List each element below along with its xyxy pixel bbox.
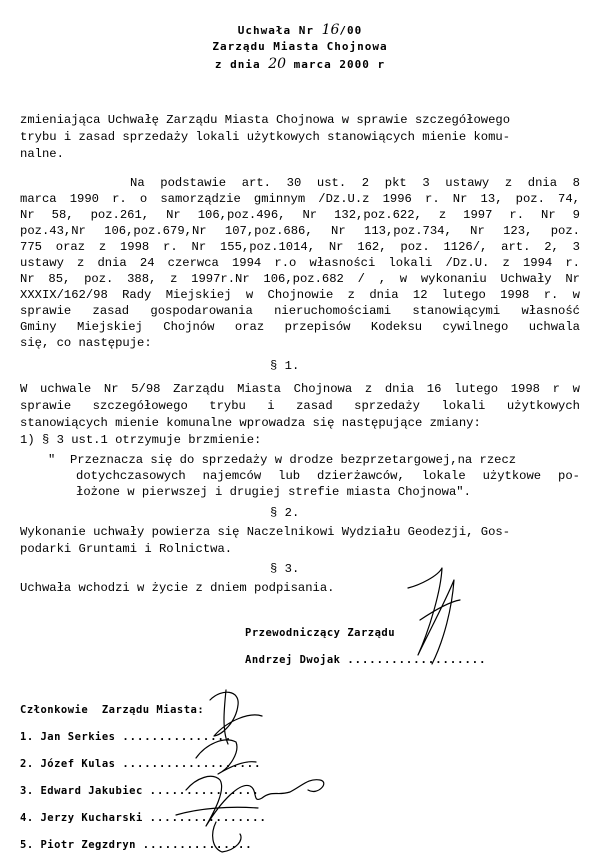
resolution-number: 16 (321, 22, 340, 38)
resolution-title: Uchwała Nr 16/00 (237, 22, 363, 38)
basis-line: Na podstawie art. 30 ust. 2 pkt 3 ustawy z dnia 8 (130, 176, 580, 190)
resolution-date: z dnia 20 marca 2000 r (214, 56, 386, 72)
basis-line: się, co następuje: (20, 336, 152, 350)
basis-line: sprawie zasad gospodarowania nieruchomościami stanowiącymi własność (20, 304, 580, 318)
member-label: 4. Jerzy Kucharski (20, 812, 143, 824)
member-label: 3. Edward Jakubiec (20, 785, 143, 797)
basis-line: Gminy Miejskiej Chojnów oraz przepisów Kodeksu cywilnego uchwala (20, 320, 580, 334)
signature-dots: ................... (122, 758, 262, 770)
signature-dots: ............... (142, 839, 253, 851)
member-label: 1. Jan Serkies (20, 731, 116, 743)
section-2-mark: § 2. (270, 506, 300, 520)
signature-dots: ................... (347, 654, 487, 666)
signature-dots: ............... (122, 731, 233, 743)
basis-line: marca 1990 r. o samorządzie gminnym /Dz.U.z 1996 r. Nr 13, poz. 74, (20, 192, 580, 206)
intro-line: trybu i zasad sprzedaży lokali użytkowych stanowiących mienie komu- (20, 130, 511, 144)
member-1-signature-mark (210, 690, 262, 744)
resolution-issuer: Zarządu Miasta Chojnowa (212, 40, 388, 53)
section-1-quote: " Przeznacza się do sprzedaży w drodze bezprzetargowej,na rzecz (48, 453, 517, 467)
section-1-quote: dotychczasowych najemców lub dzierżawców, lokale użytkowe po- (76, 469, 580, 483)
chair-signature-mark (408, 568, 460, 664)
chair-title: Przewodniczący Zarządu (245, 627, 396, 639)
basis-line: Nr 85, poz. 388, z 1997r.Nr 106,poz.682 / , w wykonaniu Uchwały Nr (20, 272, 580, 286)
basis-line: 775 oraz z 1998 r. Nr 155,poz.1014, Nr 162, poz. 1126/, art. 2, 3 (20, 240, 580, 254)
basis-line: poz.43,Nr 106,poz.679,Nr 107,poz.686, Nr 113,poz.734, Nr 123, poz. (20, 224, 580, 238)
basis-line: XXXIX/162/98 Rady Miejskiej w Chojnowie z dnia 12 lutego 1998 r. w (20, 288, 580, 302)
section-3-mark: § 3. (270, 562, 300, 576)
basis-line: Nr 58, poz.261, Nr 106,poz.496, Nr 132,poz.622, z 1997 r. Nr 9 (20, 208, 580, 222)
section-3-line: Uchwała wchodzi w życie z dniem podpisania. (20, 581, 335, 595)
member-2-signature-mark (196, 740, 256, 774)
members-title: Członkowie Zarządu Miasta: (20, 704, 205, 716)
signature-dots: ............... (149, 785, 260, 797)
section-1-line: stanowiących mienie komunalne wprowadza się następujące zmiany: (20, 416, 481, 430)
basis-line: ustawy z dnia 24 czerwca 1994 r.o własności lokali /Dz.U. z 1994 r. (20, 256, 580, 270)
section-1-quote: łożone w pierwszej i drugiej strefie miasta Chojnowa". (76, 485, 471, 499)
signature-dots: ................ (149, 812, 267, 824)
section-1-line: sprawie szczegółowego trybu i zasad sprzedaży lokali użytkowych (20, 399, 580, 413)
section-1-point: 1) § 3 ust.1 otrzymuje brzmienie: (20, 433, 262, 447)
member-label: 2. Józef Kulas (20, 758, 116, 770)
member-5-signature-mark (213, 822, 241, 852)
section-2-line: podarki Gruntami i Rolnictwa. (20, 542, 233, 556)
section-1-line: W uchwale Nr 5/98 Zarządu Miasta Chojnowa z dnia 16 lutego 1998 r w (20, 382, 580, 396)
chair-name: Andrzej Dwojak (245, 654, 341, 666)
resolution-day: 20 (268, 56, 287, 72)
intro-line: nalne. (20, 147, 64, 161)
member-4-signature-mark (176, 776, 324, 826)
member-label: 5. Piotr Zegzdryn (20, 839, 136, 851)
intro-line: zmieniająca Uchwałę Zarządu Miasta Chojnowa w sprawie szczegółowego (20, 113, 511, 127)
section-1-mark: § 1. (270, 359, 300, 373)
section-2-line: Wykonanie uchwały powierza się Naczelnikowi Wydziału Geodezji, Gos- (20, 525, 511, 539)
